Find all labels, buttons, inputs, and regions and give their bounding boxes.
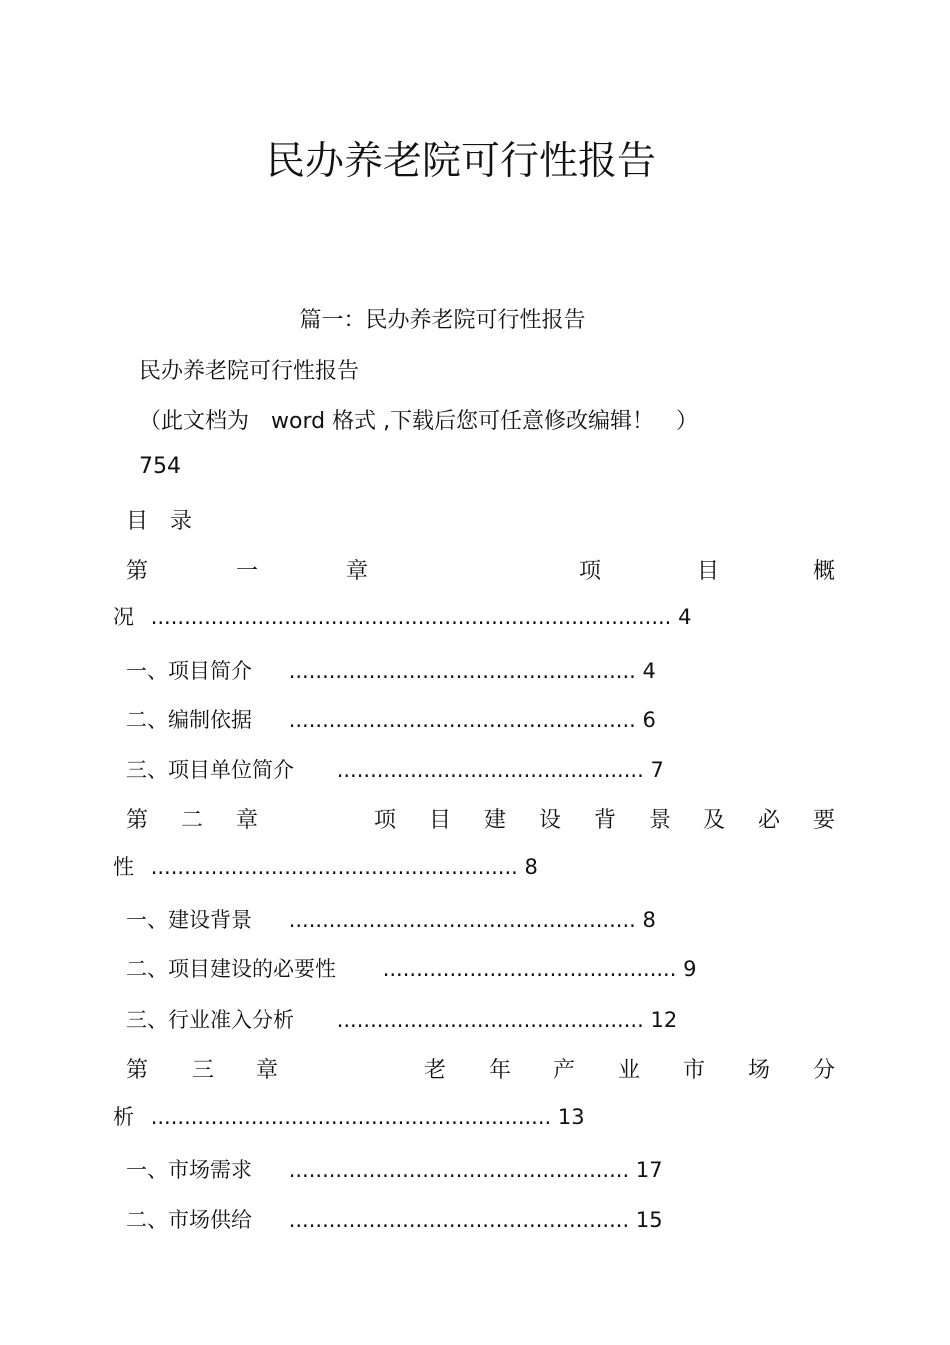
toc-dots: ............................................ — [382, 957, 677, 981]
toc-chapter-char: 业 — [618, 1058, 641, 1083]
toc-item-label: 三、行业准入分析 — [126, 1008, 294, 1032]
toc-chapter-char: 三 — [192, 1058, 215, 1083]
document-title: 民办养老院可行性报告 — [265, 139, 656, 184]
toc-page-number: 4 — [678, 605, 692, 629]
toc-wrap-char: 析 — [113, 1105, 134, 1129]
toc-dots: ................................................... — [288, 1158, 630, 1182]
toc-chapter-char: 章 — [346, 559, 369, 584]
toc-item-3-2[interactable] — [126, 1204, 663, 1234]
toc-chapter-char: 目 — [697, 559, 720, 584]
toc-chapter-char: 年 — [489, 1058, 512, 1083]
toc-chapter-char: 及 — [703, 808, 726, 833]
toc-chapter-char: 老 — [424, 1058, 447, 1083]
toc-dots: .............................................................................. — [150, 605, 672, 629]
toc-chapter-2-wrap[interactable] — [113, 851, 538, 881]
toc-item-1-1[interactable] — [126, 655, 656, 685]
toc-chapter-char: 市 — [683, 1058, 706, 1083]
toc-chapter-char: 项 — [579, 559, 602, 584]
toc-page-number: 15 — [635, 1208, 663, 1232]
document-number: 754 — [139, 454, 181, 479]
toc-page-number: 13 — [557, 1105, 585, 1129]
toc-chapter-char: 第 — [126, 1058, 149, 1083]
toc-dots: .................................................... — [288, 908, 636, 932]
toc-dots: .................................................... — [288, 659, 636, 683]
toc-chapter-3-wrap[interactable] — [113, 1101, 585, 1131]
toc-heading: 目 录 — [126, 509, 193, 534]
toc-chapter-char: 项 — [374, 808, 397, 833]
toc-item-label: 二、市场供给 — [126, 1208, 252, 1232]
toc-chapter-char: 场 — [748, 1058, 771, 1083]
report-title-line: 民办养老院可行性报告 — [139, 359, 360, 384]
toc-item-label: 三、项目单位简介 — [126, 758, 294, 782]
toc-page-number: 8 — [642, 908, 656, 932]
toc-page-number: 12 — [650, 1008, 678, 1032]
toc-page-number: 4 — [642, 659, 656, 683]
toc-chapter-char: 概 — [813, 559, 836, 584]
toc-dots: ............................................................ — [150, 1105, 552, 1129]
toc-chapter-char: 第 — [126, 559, 149, 584]
toc-chapter-char: 景 — [649, 808, 672, 833]
section-heading: 篇一：民办养老院可行性报告 — [299, 308, 586, 333]
toc-chapter-char: 设 — [539, 808, 562, 833]
toc-page-number: 9 — [683, 957, 697, 981]
toc-dots: .............................................. — [336, 1008, 644, 1032]
toc-item-1-2[interactable] — [126, 704, 656, 734]
toc-item-2-2[interactable] — [126, 953, 696, 983]
toc-chapter-char: 章 — [256, 1058, 279, 1083]
toc-chapter-char: 二 — [181, 808, 204, 833]
toc-item-label: 一、建设背景 — [126, 908, 252, 932]
toc-wrap-char: 况 — [113, 605, 134, 629]
toc-page-number: 8 — [524, 855, 538, 879]
toc-dots: ................................................... — [288, 1208, 630, 1232]
toc-chapter-char: 要 — [813, 808, 836, 833]
toc-item-label: 一、市场需求 — [126, 1158, 252, 1182]
toc-chapter-char: 建 — [484, 808, 507, 833]
toc-chapter-char: 背 — [594, 808, 617, 833]
toc-chapter-char: 必 — [758, 808, 781, 833]
toc-chapter-1-heading — [126, 554, 836, 585]
toc-wrap-char: 性 — [113, 855, 134, 879]
toc-item-label: 二、编制依据 — [126, 708, 252, 732]
toc-dots: .............................................. — [336, 758, 644, 782]
toc-chapter-char: 一 — [236, 559, 259, 584]
toc-item-2-3[interactable] — [126, 1004, 677, 1034]
toc-chapter-char: 目 — [429, 808, 452, 833]
toc-chapter-char: 章 — [236, 808, 259, 833]
toc-chapter-char: 产 — [553, 1058, 576, 1083]
toc-chapter-1-wrap[interactable] — [113, 601, 691, 631]
toc-item-2-1[interactable] — [126, 904, 656, 934]
toc-chapter-char: 第 — [126, 808, 149, 833]
toc-page-number: 17 — [635, 1158, 663, 1182]
toc-dots: .................................................... — [288, 708, 636, 732]
toc-item-3-1[interactable] — [126, 1154, 663, 1184]
toc-item-1-3[interactable] — [126, 754, 664, 784]
toc-page-number: 7 — [650, 758, 664, 782]
toc-page-number: 6 — [642, 708, 656, 732]
toc-item-label: 一、项目简介 — [126, 659, 252, 683]
toc-dots: ....................................................... — [150, 855, 518, 879]
toc-chapter-char: 分 — [813, 1058, 836, 1083]
toc-item-label: 二、项目建设的必要性 — [126, 957, 336, 981]
format-note: （此文档为 word 格式 ,下载后您可任意修改编辑！ ） — [139, 409, 699, 434]
